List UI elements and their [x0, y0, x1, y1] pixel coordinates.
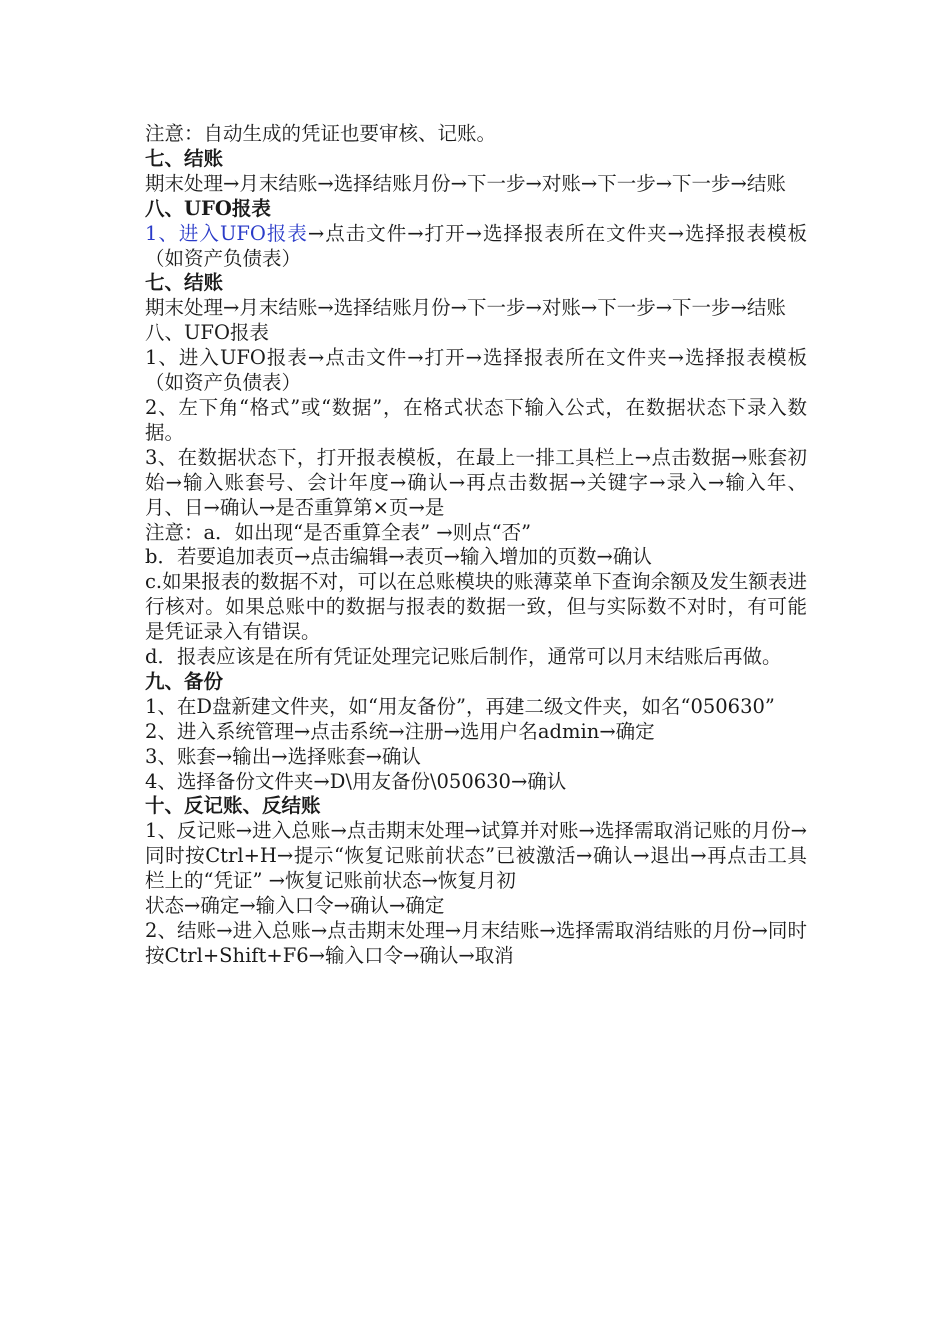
document-body — [145, 122, 807, 969]
note-c: c.如果报表的数据不对，可以在总账模块的账薄菜单下查询余额及发生额表进行核对。如果总账中的数据与报表的数据一致，但与实际数不对时，有可能是凭证录入有错误。 — [145, 570, 807, 644]
note-line: 注意：自动生成的凭证也要审核、记账。 — [145, 122, 497, 145]
backup-step-2: 2、进入系统管理→点击系统→注册→选用户名admin→确定 — [145, 719, 655, 743]
note-b: b．若要追加表页→点击编辑→表页→输入增加的页数→确认 — [145, 545, 652, 569]
note-d: d．报表应该是在所有凭证处理完记账后制作，通常可以月末结账后再做。 — [145, 645, 782, 669]
backup-step-4: 4、选择备份文件夹→D\用友备份\050630→确认 — [145, 769, 567, 793]
note-a: 注意：a．如出现“是否重算全表” →则点“否” — [145, 520, 532, 544]
section-heading-8: 八、UFO报表 — [145, 196, 271, 220]
paragraph-8-step-3: 3、在数据状态下，打开报表模板，在最上一排工具栏上→点击数据→账套初始→输入账套号、会计年度→确认→再点击数据→关键字→录入→输入年、月、日→确认→是否重算第×页→是 — [145, 445, 807, 519]
section-heading-8-repeat: 八、UFO报表 — [145, 321, 269, 345]
section-heading-10: 十、反记账、反结账 — [145, 794, 321, 818]
paragraph-7-repeat: 期末处理→月末结账→选择结账月份→下一步→对账→下一步→下一步→结账 — [145, 296, 786, 320]
paragraph-8-step-1: 1、进入UFO报表→点击文件→打开→选择报表所在文件夹→选择报表模板（如资产负债表） — [145, 346, 807, 395]
backup-step-1: 1、在D盘新建文件夹，如“用友备份”，再建二级文件夹，如名“050630” — [145, 694, 775, 718]
paragraph-8 — [145, 222, 807, 272]
section-heading-7-repeat: 七、结账 — [145, 271, 224, 295]
reverse-step-1-cont: 状态→确定→输入口令→确认→确定 — [145, 894, 445, 918]
section-heading-9: 九、备份 — [145, 669, 224, 693]
reverse-step-1: 1、反记账→进入总账→点击期末处理→试算并对账→选择需取消记账的月份→同时按Ctrl+H→提示“恢复记账前状态”已被激活→确认→退出→再点击工具栏上的“凭证” →恢复记账前状态→恢复月初 — [145, 819, 807, 893]
backup-step-3: 3、账套→输出→选择账套→确认 — [145, 744, 421, 768]
paragraph-7: 期末处理→月末结账→选择结账月份→下一步→对账→下一步→下一步→结账 — [145, 171, 786, 195]
paragraph-8-step-2: 2、左下角“格式”或“数据”，在格式状态下输入公式，在数据状态下录入数据。 — [145, 395, 807, 444]
section-heading-7: 七、结账 — [145, 146, 224, 170]
ufo-report-link[interactable]: 1、进入UFO报表 — [145, 221, 308, 245]
paragraph-8-rest: →点击文件→打开→选择报表所在文件夹→选择报表模板（如资产负债表） — [145, 221, 807, 270]
reverse-step-2: 2、结账→进入总账→点击期末处理→月末结账→选择需取消结账的月份→同时按Ctrl+Shift+F6→输入口令→确认→取消 — [145, 919, 807, 967]
